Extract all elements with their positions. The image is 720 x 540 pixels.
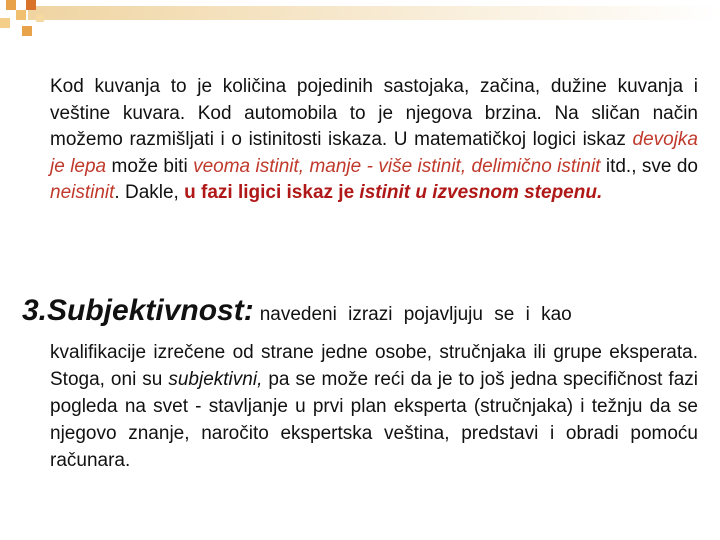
paragraph-subjectivity — [50, 339, 698, 474]
p2-text-a: kvalifikacije izrečene od strane jedne osobe, stručnjaka ili grupe eksperata. Stoga, oni su — [50, 342, 698, 390]
conclusion-bold-italic: istinit u izvesnom stepenu. — [359, 182, 603, 203]
subjective-term: subjektivni, — [168, 369, 263, 390]
p1-text-a: Kod kuvanja to je količina pojedinih sastojaka, začina, dužine kuvanja i veštine kuvara. Kod automobila to je njegova brzina. Na sličan način možemo razmišljati i o istinitosti iskaza. U matematičkoj logici iskaz — [50, 76, 698, 150]
section-3-lead: navedeni izrazi pojavljuju se i kao — [259, 304, 572, 325]
p1-text-b: može biti — [106, 155, 194, 177]
p2-text-b: pa se može reći da je to još jedna specifičnost fazi pogleda na svet - stavljanje u prvi plan eksperta (stručnjaka) i težnju da se njegovo znanje, naročito ekspertska veština, predstavi i obradi pomoću računara. — [50, 369, 698, 471]
truth-degrees: veoma istinit, manje - više istinit, delimično istinit — [193, 155, 601, 177]
paragraph-truth-degree — [50, 74, 698, 207]
false-term: neistinit — [50, 182, 115, 203]
section-3-heading: 3.Subjektivnost: — [22, 294, 254, 327]
example-statement: devojka je lepa — [50, 129, 698, 177]
conclusion-bold: u fazi ligici iskaz je — [184, 182, 360, 203]
section-3-heading-line — [22, 294, 698, 328]
p1-text-c: itd., sve do — [600, 155, 698, 177]
p1-text-d: . Dakle, — [114, 182, 185, 203]
corner-decoration — [0, 0, 720, 50]
